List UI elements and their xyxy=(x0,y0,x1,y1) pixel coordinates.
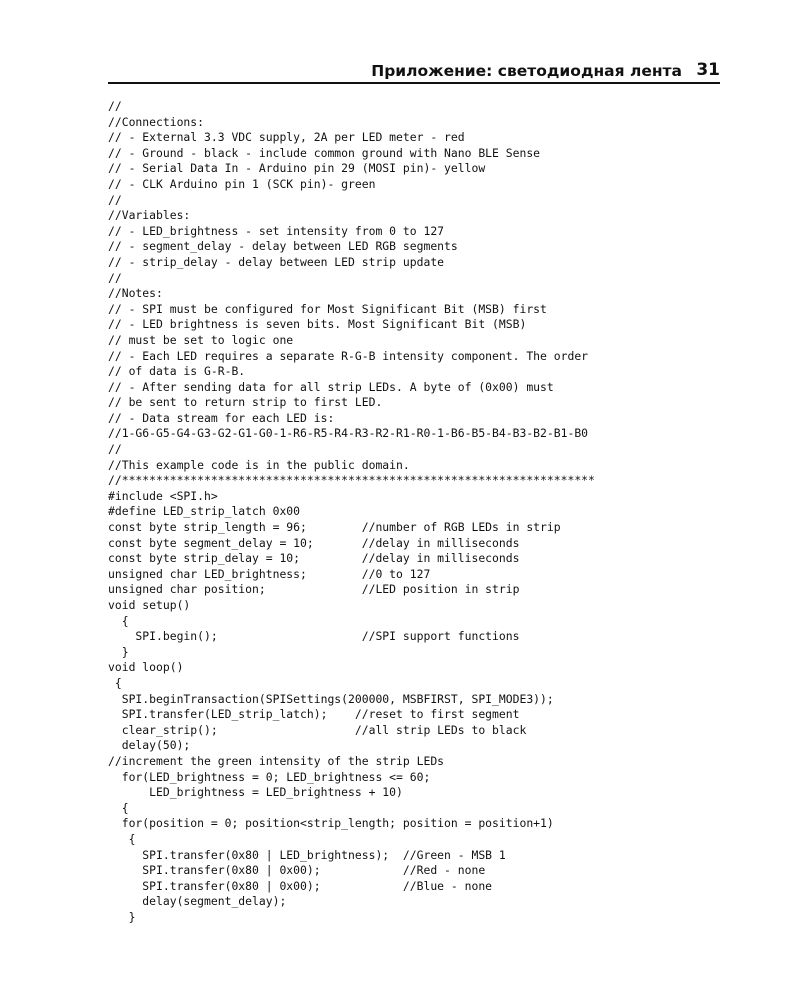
code-line: // xyxy=(108,442,122,457)
code-line: //1-G6-G5-G4-G3-G2-G1-G0-1-R6-R5-R4-R3-R2-R1-R0-1-B6-B5-B4-B3-B2-B1-B0 xyxy=(108,426,589,441)
running-header xyxy=(108,60,720,84)
code-listing xyxy=(108,99,708,925)
code-line: } xyxy=(108,644,129,659)
code-line: // xyxy=(108,270,122,285)
code-line: { xyxy=(108,675,122,690)
code-line: const byte segment_delay = 10; //delay in milliseconds xyxy=(108,535,520,550)
code-line: #define LED_strip_latch 0x00 xyxy=(108,504,301,519)
code-line: LED_brightness = LED_brightness + 10) xyxy=(108,785,403,800)
code-line: // - strip_delay - delay between LED strip update xyxy=(108,254,445,269)
code-line: // - Data stream for each LED is: xyxy=(108,410,335,425)
code-line: //This example code is in the public domain. xyxy=(108,457,410,472)
code-line: // xyxy=(108,192,122,207)
code-line: { xyxy=(108,613,129,628)
code-line: unsigned char position; //LED position in strip xyxy=(108,582,520,597)
code-line: const byte strip_length = 96; //number of RGB LEDs in strip xyxy=(108,520,561,535)
code-line: // - External 3.3 VDC supply, 2A per LED meter - red xyxy=(108,130,465,145)
code-line: // - SPI must be configured for Most Significant Bit (MSB) first xyxy=(108,301,547,316)
code-line: // - CLK Arduino pin 1 (SCK pin)- green xyxy=(108,176,376,191)
code-line: // - Ground - black - include common ground with Nano BLE Sense xyxy=(108,145,541,160)
code-line: // be sent to return strip to first LED. xyxy=(108,395,383,410)
code-line: // - segment_delay - delay between LED RGB segments xyxy=(108,239,458,254)
code-line: } xyxy=(108,909,136,924)
code-line: //Variables: xyxy=(108,208,191,223)
code-line: unsigned char LED_brightness; //0 to 127 xyxy=(108,566,431,581)
code-line: //increment the green intensity of the strip LEDs xyxy=(108,753,445,768)
code-line: // - After sending data for all strip LEDs. A byte of (0x00) must xyxy=(108,379,554,394)
code-line: // - LED_brightness - set intensity from 0 to 127 xyxy=(108,223,445,238)
code-line: { xyxy=(108,800,129,815)
code-line: delay(50); xyxy=(108,738,191,753)
code-line: //Notes: xyxy=(108,286,163,301)
code-line: SPI.transfer(0x80 | 0x00); //Blue - none xyxy=(108,878,493,893)
code-line: // of data is G-R-B. xyxy=(108,364,246,379)
code-line: // - Serial Data In - Arduino pin 29 (MOSI pin)- yellow xyxy=(108,161,486,176)
chapter-title: Приложение: светодиодная лента xyxy=(371,62,682,80)
code-line: SPI.transfer(0x80 | 0x00); //Red - none xyxy=(108,863,486,878)
code-line: delay(segment_delay); xyxy=(108,894,287,909)
code-line: #include <SPI.h> xyxy=(108,488,218,503)
code-line: // must be set to logic one xyxy=(108,332,294,347)
code-line: void loop() xyxy=(108,660,184,675)
code-line: for(LED_brightness = 0; LED_brightness <= 60; xyxy=(108,769,431,784)
code-line: SPI.begin(); //SPI support functions xyxy=(108,629,520,644)
code-line: SPI.transfer(LED_strip_latch); //reset to first segment xyxy=(108,707,520,722)
code-line: SPI.transfer(0x80 | LED_brightness); //Green - MSB 1 xyxy=(108,847,506,862)
code-line: { xyxy=(108,831,136,846)
code-line: //********************************************************************* xyxy=(108,473,595,488)
code-line: for(position = 0; position<strip_length; position = position+1) xyxy=(108,816,554,831)
code-line: // xyxy=(108,99,122,113)
code-line: const byte strip_delay = 10; //delay in milliseconds xyxy=(108,551,520,566)
code-line: // - LED brightness is seven bits. Most Significant Bit (MSB) xyxy=(108,317,527,332)
code-line: //Connections: xyxy=(108,114,205,129)
code-line: // - Each LED requires a separate R-G-B intensity component. The order xyxy=(108,348,589,363)
code-line: clear_strip(); //all strip LEDs to black xyxy=(108,722,527,737)
code-line: void setup() xyxy=(108,598,191,612)
code-line: SPI.beginTransaction(SPISettings(200000, MSBFIRST, SPI_MODE3)); xyxy=(108,691,554,706)
page-number: 31 xyxy=(696,60,720,80)
